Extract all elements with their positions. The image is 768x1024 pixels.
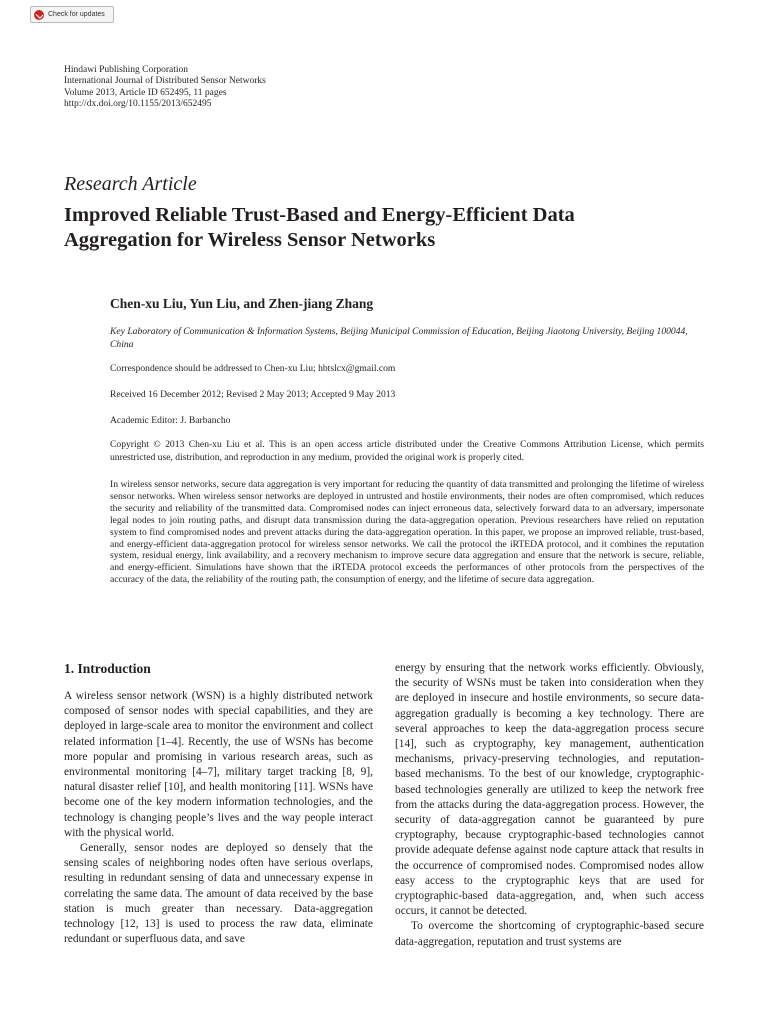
section-heading-introduction: 1. Introduction [64,661,151,676]
body-column-left [64,689,373,947]
publisher: Hindawi Publishing Corporation [64,65,189,75]
abstract: In wireless sensor networks, secure data aggregation is very important for reducing the quantity of data transmitted and prolonging the lifetime of wireless sensor networks. When wireless sensor networks are deployed in untrusted and hostile environments, their nodes are often compromised, which reduces the security and reliability of the transmitted data. Compromised nodes can inject erroneous data, selectively forward data to an adversary, impersonate legal nodes to join routing paths, and disrupt data transmission during the data-aggregation operation. Previous researchers have relied on reputation system to find compromised nodes and prevent attacks during the data-aggregation operation. In this paper, we propose an improved reliable, trust-based, and energy-efficient data-aggregation protocol for wireless sensor networks. We call the protocol the iRTEDA protocol, and it combines the reputation system, residual energy, link availability, and a recovery mechanism to improve secure data aggregation and ensure that the network is secure, reliable, and energy-efficient. Simulations have shown that the iRTEDA protocol exceeds the performances of other protocols from the perspectives of the accuracy of the data, the reliability of the routing path, the consumption of energy, and the lifetime of secure data aggregation. [110,479,704,586]
paragraph: Generally, sensor nodes are deployed so densely that the sensing scales of neighboring nodes often have serious overlaps, resulting in redundant sensing of data and unnecessary expense in correlating the same data. The amount of data received by the base station is much greater than necessary. Data-aggregation technology [12, 13] is used to process the raw data, eliminate redundant or superfluous data, and save [64,842,373,946]
title-line-1: Improved Reliable Trust-Based and Energy-Efficient Data [64,204,575,226]
paragraph: A wireless sensor network (WSN) is a highly distributed network composed of sensor nodes with special capabilities, and they are deployed in large-scale area to monitor the environment and collect related information [1–4]. Recently, the use of WSNs has become more popular and promising in various research areas, such as environmental monitoring [4–7], military target tracking [8, 9], natural disaster relief [10], and health monitoring [11]. WSNs have become one of the key modern information technologies, and the technology is changing people’s lives and the way people interact with the physical world. [64,690,373,839]
academic-editor: Academic Editor: J. Barbancho [110,415,231,426]
journal-info [64,65,266,110]
authors: Chen-xu Liu, Yun Liu, and Zhen-jiang Zhang [110,296,374,311]
affiliation: Key Laboratory of Communication & Information Systems, Beijing Municipal Commission of Education, Beijing Jiaotong University, Beijing 100044, China [110,326,688,350]
paragraph: energy by ensuring that the network works efficiently. Obviously, the security of WSNs must be taken into consideration when they are deployed in insecure and hostile environments, so secure data-aggregation gradually is becoming a key technology. There are several approaches to keep the data-aggregation process secure [14], such as cryptography, key management, authentication mechanisms, privacy-preserving technologies, and reputation-based mechanisms. To the best of our knowledge, cryptographic-based technologies generally are utilized to keep the network free from the attacks during the data-aggregation process. However, the security of data-aggregation cannot be guaranteed by pure cryptography, because cryptographic-based technologies cannot provide adequate defense against node capture attack that results in the occurrence of compromised nodes. Compromised nodes allow easy access to the cryptographic keys that are used for cryptographic-based data-aggregation, and, when such access occurs, it cannot be detected. [395,662,704,918]
paper-title [64,203,704,253]
correspondence: Correspondence should be addressed to Chen-xu Liu; hbtslcx@gmail.com [110,363,396,374]
check-for-updates-button[interactable] [30,6,114,23]
doi-link[interactable]: http://dx.doi.org/10.1155/2013/652495 [64,98,212,109]
check-icon [34,10,44,20]
publication-dates: Received 16 December 2012; Revised 2 May 2013; Accepted 9 May 2013 [110,389,396,400]
title-line-2: Aggregation for Wireless Sensor Networks [64,229,436,251]
volume-info: Volume 2013, Article ID 652495, 11 pages [64,87,227,98]
article-type: Research Article [64,173,197,195]
check-for-updates-label: Check for updates [48,11,105,18]
journal-name: International Journal of Distributed Sensor Networks [64,76,266,87]
copyright-notice: Copyright © 2013 Chen-xu Liu et al. This is an open access article distributed under the Creative Commons Attribution License, which permits unrestricted use, distribution, and reproduction in any medium, provided the original work is properly cited. [110,439,704,463]
body-column-right [395,661,704,950]
paragraph: To overcome the shortcoming of cryptographic-based secure data-aggregation, reputation and trust systems are [395,920,704,948]
